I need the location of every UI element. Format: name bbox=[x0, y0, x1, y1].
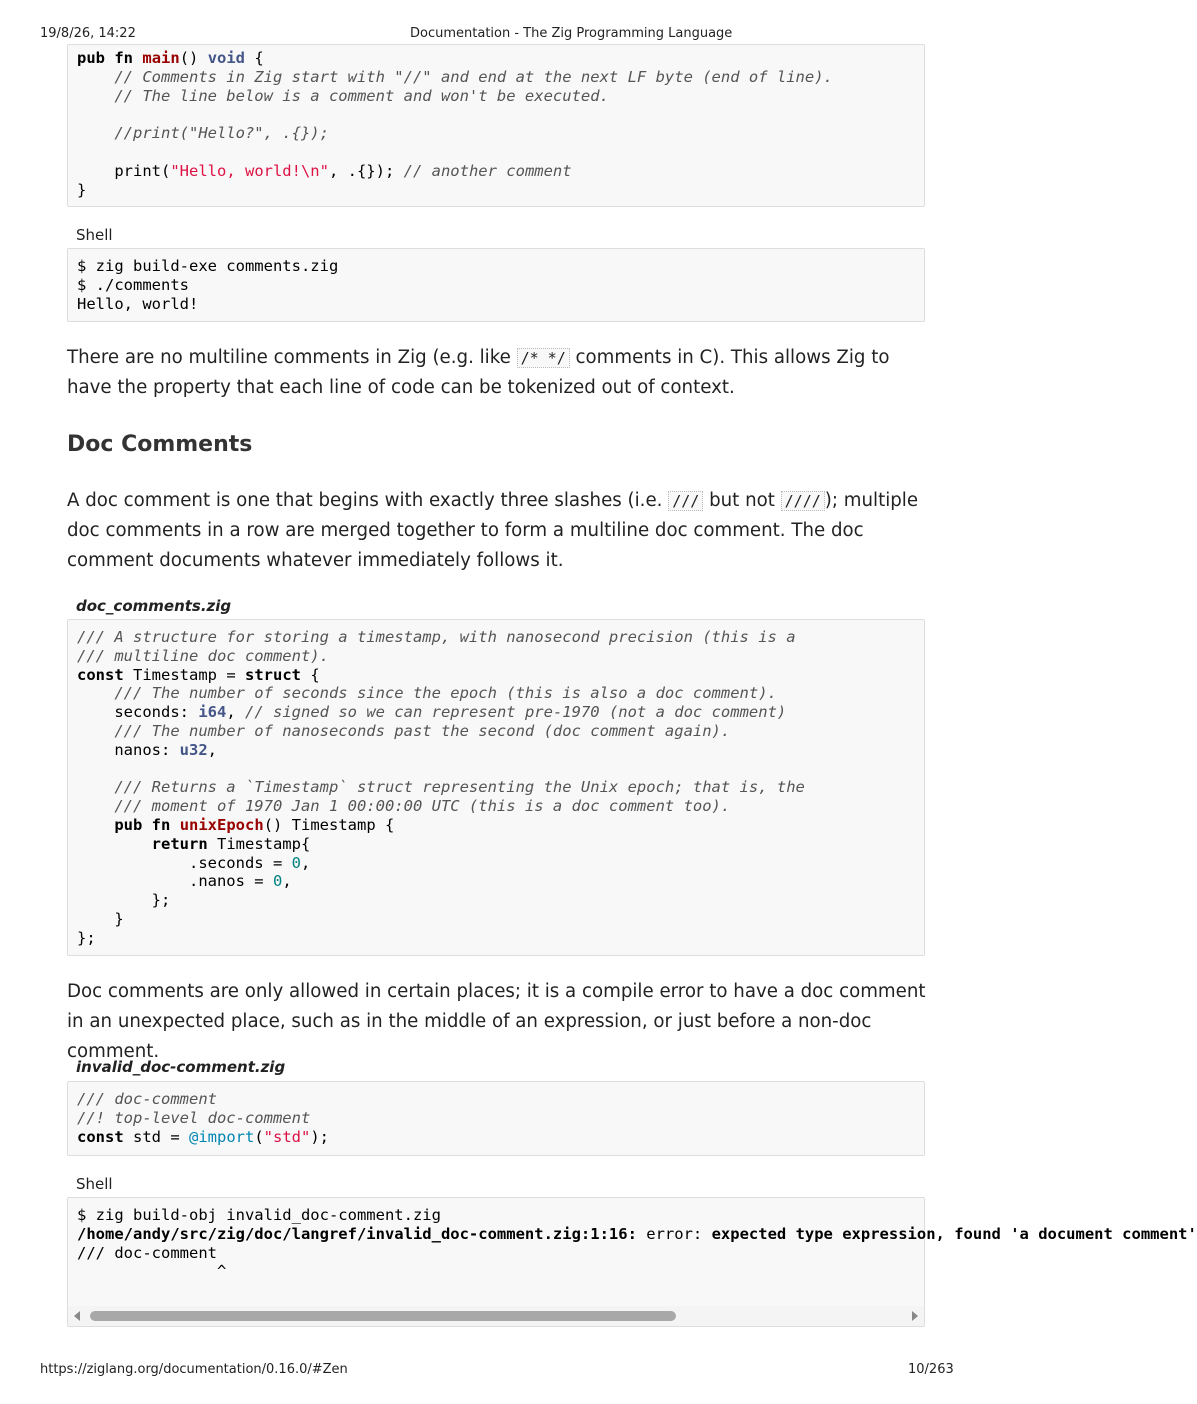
code-caption-file: doc_comments.zig bbox=[76, 597, 232, 615]
code-text: nanos: bbox=[77, 740, 180, 759]
code-text: () Timestamp { bbox=[263, 815, 395, 834]
code-text: seconds: bbox=[77, 703, 199, 722]
shell-line: $ zig build-obj invalid_doc-comment.zig bbox=[77, 1206, 441, 1224]
keyword: pub bbox=[77, 49, 105, 67]
code-caption-shell: Shell bbox=[76, 1175, 113, 1193]
heading-doc-comments: Doc Comments bbox=[67, 432, 253, 457]
code-comment: /// doc-comment bbox=[77, 1090, 217, 1108]
code-caption-shell: Shell bbox=[76, 226, 113, 244]
code-comment: // another comment bbox=[403, 161, 572, 180]
shell-line: $ ./comments bbox=[77, 275, 189, 294]
code-block-comments bbox=[67, 44, 925, 207]
horizontal-scrollbar[interactable] bbox=[68, 1306, 924, 1326]
code-text: , bbox=[282, 872, 292, 891]
builtin-function: @import bbox=[189, 1127, 255, 1146]
inline-code: //// bbox=[781, 491, 825, 511]
error-location: /home/andy/src/zig/doc/langref/invalid_doc-comment.zig:1:16: bbox=[77, 1224, 637, 1243]
number-literal: 0 bbox=[272, 872, 283, 891]
code-text: }; bbox=[77, 928, 96, 947]
scroll-left-arrow-icon[interactable] bbox=[74, 1311, 80, 1321]
keyword: const bbox=[77, 665, 124, 684]
shell-output-comments bbox=[67, 248, 925, 322]
text: A doc comment is one that begins with exactly three slashes (i.e. bbox=[67, 490, 669, 511]
code-text: , bbox=[207, 740, 217, 759]
print-page-number: 10/263 bbox=[908, 1362, 954, 1377]
shell-line: Hello, world! bbox=[77, 294, 199, 313]
code-text: { bbox=[245, 49, 264, 67]
code-text: , bbox=[300, 853, 311, 872]
text: ); multiple doc comments in a row are merged together to form a multiline doc comment. The doc comment documents whatever immediately follows it. bbox=[67, 490, 919, 571]
code-text: .seconds = bbox=[77, 853, 292, 872]
code-comment: /// The number of nanoseconds past the second (doc comment again). bbox=[77, 721, 731, 740]
keyword: fn bbox=[114, 49, 134, 67]
string-literal: "std" bbox=[263, 1127, 311, 1146]
code-comment: /// A structure for storing a timestamp, with nanosecond precision (this is a bbox=[77, 628, 796, 646]
code-text: Timestamp{ bbox=[207, 834, 311, 853]
paragraph-multiline-comments bbox=[67, 343, 927, 403]
keyword: fn bbox=[151, 815, 171, 834]
code-comment: /// moment of 1970 Jan 1 00:00:00 UTC (this is a doc comment too). bbox=[77, 797, 731, 816]
type-name: u32 bbox=[179, 740, 208, 759]
inline-code: /// bbox=[668, 491, 703, 511]
code-comment: /// Returns a `Timestamp` struct representing the Unix epoch; that is, the bbox=[77, 778, 805, 797]
inline-code: /* */ bbox=[517, 348, 570, 368]
code-text: } bbox=[77, 180, 87, 199]
number-literal: 0 bbox=[291, 853, 301, 872]
error-message: expected type expression, found 'a document comment' bbox=[711, 1224, 1197, 1243]
paragraph-doc-comment-placement: Doc comments are only allowed in certain places; it is a compile error to have a doc comment in an unexpected place, such as in the middle of an expression, or just before a non-doc comment. bbox=[67, 981, 926, 1062]
shell-line: ^ bbox=[77, 1262, 227, 1281]
code-comment: /// multiline doc comment). bbox=[77, 646, 329, 665]
code-block-doc-comments bbox=[67, 619, 925, 956]
code-comment: /// The number of seconds since the epoch (this is also a doc comment). bbox=[77, 684, 777, 703]
print-url: https://ziglang.org/documentation/0.16.0/#Zen bbox=[40, 1362, 348, 1377]
paragraph-doc-comments bbox=[67, 486, 927, 576]
code-text: ); bbox=[310, 1127, 330, 1146]
keyword: pub bbox=[114, 815, 143, 834]
code-text: () bbox=[179, 49, 208, 67]
type-name: void bbox=[207, 49, 246, 67]
code-comment: // signed so we can represent pre-1970 (not a doc comment) bbox=[245, 703, 787, 722]
code-text: } bbox=[77, 909, 124, 928]
code-text bbox=[77, 835, 152, 853]
code-caption-file: invalid_doc-comment.zig bbox=[76, 1058, 286, 1076]
code-text: , .{}); bbox=[328, 161, 404, 180]
code-text: Timestamp = bbox=[123, 665, 245, 684]
scroll-right-arrow-icon[interactable] bbox=[912, 1311, 918, 1321]
code-comment: // Comments in Zig start with "//" and end at the next LF byte (end of line). bbox=[77, 67, 833, 86]
type-name: i64 bbox=[198, 703, 227, 722]
code-block-invalid-doc-comment bbox=[67, 1081, 925, 1156]
function-name: unixEpoch bbox=[179, 815, 264, 834]
scrollbar-thumb[interactable] bbox=[90, 1311, 676, 1321]
code-comment: // The line below is a comment and won't be executed. bbox=[77, 86, 609, 105]
keyword: const bbox=[77, 1127, 124, 1146]
text: comments in C). This allows Zig to have the property that each line of code can be tokenized out of context. bbox=[67, 347, 890, 398]
code-text: , bbox=[226, 703, 245, 722]
keyword: return bbox=[151, 834, 208, 853]
function-name: main bbox=[142, 49, 180, 67]
code-text bbox=[77, 816, 114, 834]
keyword: struct bbox=[245, 665, 301, 684]
shell-text: error: bbox=[636, 1224, 712, 1243]
shell-line: $ zig build-exe comments.zig bbox=[77, 257, 339, 275]
shell-line: /// doc-comment bbox=[77, 1243, 217, 1262]
code-text: ( bbox=[254, 1127, 264, 1146]
print-page-title: Documentation - The Zig Programming Language bbox=[410, 26, 733, 41]
code-text: std = bbox=[123, 1127, 189, 1146]
print-datetime: 19/8/26, 14:22 bbox=[40, 26, 136, 41]
code-comment: //print("Hello?", .{}); bbox=[77, 124, 329, 143]
code-text: { bbox=[301, 665, 320, 684]
text: There are no multiline comments in Zig (e.g. like bbox=[67, 347, 517, 368]
code-comment: //! top-level doc-comment bbox=[77, 1108, 311, 1127]
string-literal: "Hello, world!\n" bbox=[170, 161, 329, 180]
text: but not bbox=[703, 490, 781, 511]
code-text: }; bbox=[77, 891, 171, 910]
code-text: print( bbox=[77, 161, 171, 180]
code-text: .nanos = bbox=[77, 872, 273, 891]
